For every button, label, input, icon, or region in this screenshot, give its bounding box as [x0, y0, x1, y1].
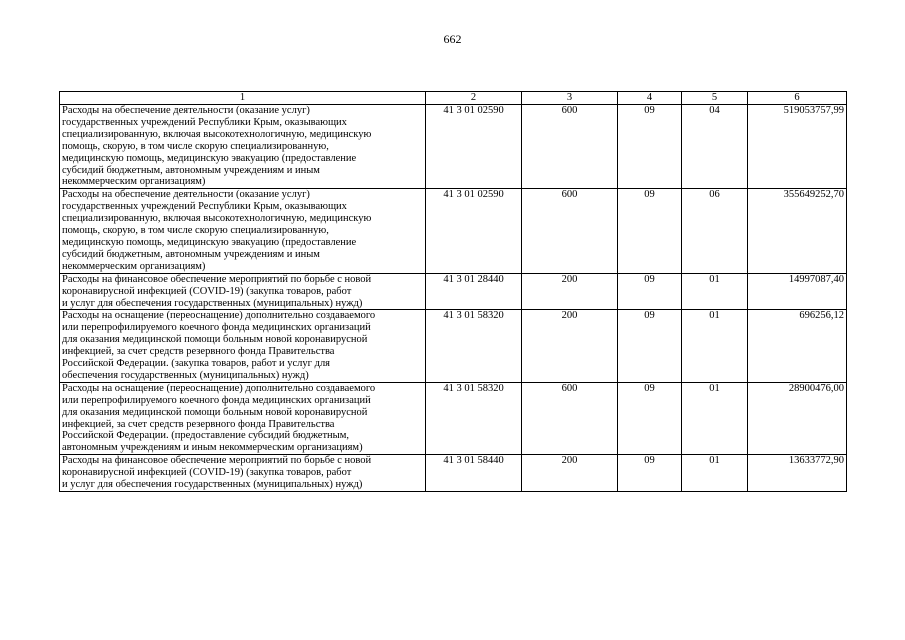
row-subsection: 01 — [682, 273, 748, 310]
budget-table — [59, 91, 847, 492]
row-subsection: 01 — [682, 310, 748, 382]
row-target-code: 41 3 01 58320 — [426, 382, 522, 454]
table-row — [60, 273, 847, 310]
row-subsection: 04 — [682, 105, 748, 189]
table-row — [60, 382, 847, 454]
row-expense-type: 600 — [522, 382, 618, 454]
row-amount: 14997087,40 — [748, 273, 847, 310]
row-description: Расходы на обеспечение деятельности (оказание услуг) государственных учреждений Республики Крым, оказывающих специализированную, включая высокотехнологичную, медицинскую помощь, скорую, в том числе скорую специализированную, медицинскую помощь, медицинскую эвакуацию (предоставление субсидий бюджетным, автономным учреждениям и иным некоммерческим организациям) — [60, 189, 426, 273]
row-subsection: 01 — [682, 382, 748, 454]
row-amount: 28900476,00 — [748, 382, 847, 454]
row-expense-type: 600 — [522, 105, 618, 189]
row-target-code: 41 3 01 02590 — [426, 105, 522, 189]
row-subsection: 06 — [682, 189, 748, 273]
row-section: 09 — [618, 455, 682, 492]
row-target-code: 41 3 01 02590 — [426, 189, 522, 273]
header-col-5: 5 — [682, 92, 748, 105]
row-expense-type: 200 — [522, 310, 618, 382]
row-target-code: 41 3 01 58440 — [426, 455, 522, 492]
row-section: 09 — [618, 310, 682, 382]
row-expense-type: 200 — [522, 455, 618, 492]
row-description: Расходы на финансовое обеспечение мероприятий по борьбе с новой коронавирусной инфекцией (COVID-19) (закупка товаров, работ и услуг для обеспечения государственных (муниципальных) нужд) — [60, 273, 426, 310]
row-expense-type: 200 — [522, 273, 618, 310]
row-expense-type: 600 — [522, 189, 618, 273]
row-section: 09 — [618, 189, 682, 273]
table-row — [60, 455, 847, 492]
row-description: Расходы на финансовое обеспечение мероприятий по борьбе с новой коронавирусной инфекцией (COVID-19) (закупка товаров, работ и услуг для обеспечения государственных (муниципальных) нужд) — [60, 455, 426, 492]
row-subsection: 01 — [682, 455, 748, 492]
table-row — [60, 310, 847, 382]
row-description: Расходы на оснащение (переоснащение) дополнительно создаваемого или перепрофилируемого коечного фонда медицинских организаций для оказания медицинской помощи больным новой коронавирусной инфекцией, за счет средств резервного фонда Правительства Российской Федерации. (закупка товаров, работ и услуг для обеспечения государственных (муниципальных) нужд) — [60, 310, 426, 382]
row-description: Расходы на обеспечение деятельности (оказание услуг) государственных учреждений Республики Крым, оказывающих специализированную, включая высокотехнологичную, медицинскую помощь, скорую, в том числе скорую специализированную, медицинскую помощь, медицинскую эвакуацию (предоставление субсидий бюджетным, автономным учреждениям и иным некоммерческим организациям) — [60, 105, 426, 189]
row-target-code: 41 3 01 28440 — [426, 273, 522, 310]
header-row — [60, 92, 847, 105]
table-row — [60, 105, 847, 189]
header-col-4: 4 — [618, 92, 682, 105]
row-amount: 696256,12 — [748, 310, 847, 382]
row-amount: 355649252,70 — [748, 189, 847, 273]
row-section: 09 — [618, 105, 682, 189]
row-amount: 519053757,99 — [748, 105, 847, 189]
row-description: Расходы на оснащение (переоснащение) дополнительно создаваемого или перепрофилируемого коечного фонда медицинских организаций для оказания медицинской помощи больным новой коронавирусной инфекцией, за счет средств резервного фонда Правительства Российской Федерации. (предоставление субсидий бюджетным, автономным учреждениям и иным некоммерческим организациям) — [60, 382, 426, 454]
header-col-6: 6 — [748, 92, 847, 105]
row-amount: 13633772,90 — [748, 455, 847, 492]
header-col-3: 3 — [522, 92, 618, 105]
row-target-code: 41 3 01 58320 — [426, 310, 522, 382]
table-row — [60, 189, 847, 273]
row-section: 09 — [618, 273, 682, 310]
page-number: 662 — [443, 32, 462, 46]
header-col-2: 2 — [426, 92, 522, 105]
row-section: 09 — [618, 382, 682, 454]
header-col-1: 1 — [60, 92, 426, 105]
